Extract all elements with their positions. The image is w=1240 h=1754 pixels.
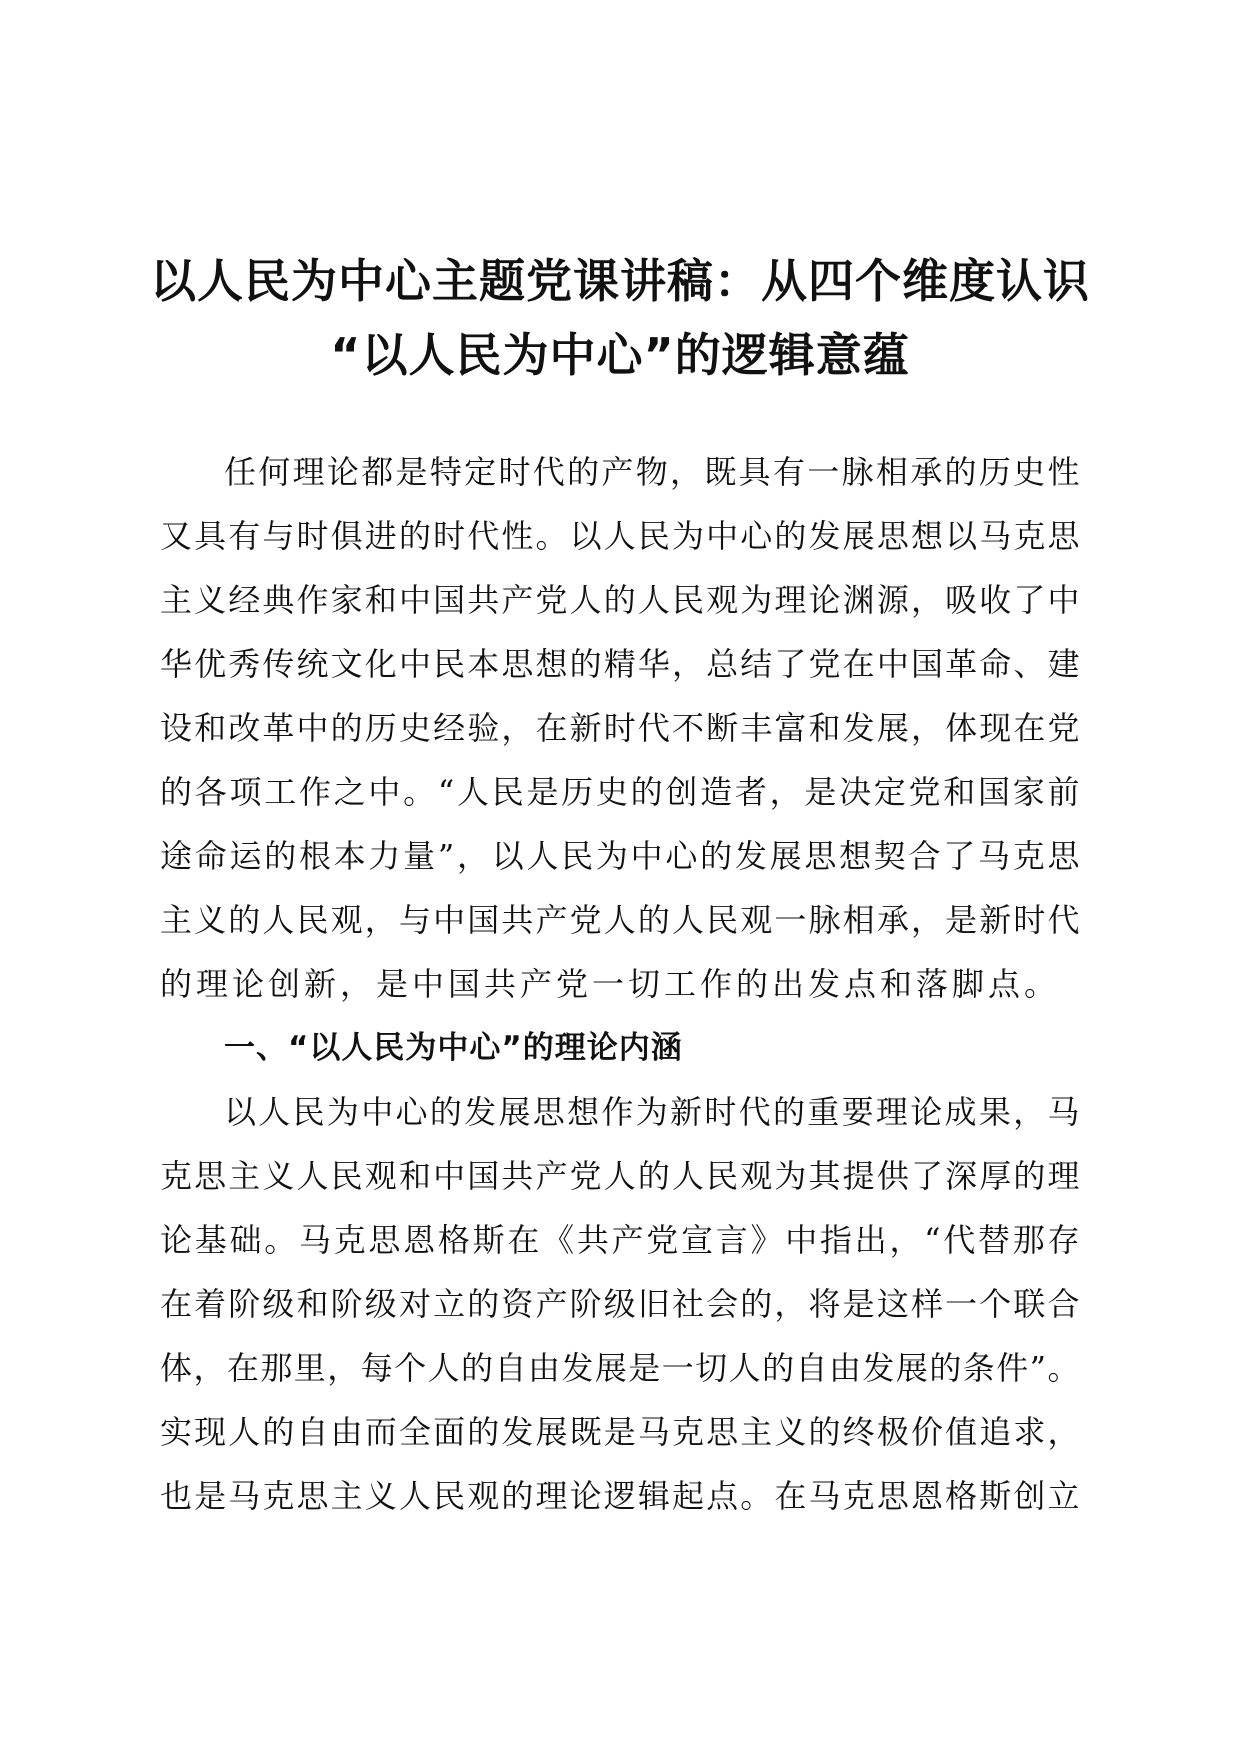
document-body <box>160 440 1080 1528</box>
paragraph-line: 华优秀传统文化中民本思想的精华，总结了党在中国革命、建 <box>160 645 1080 683</box>
paragraph-2 <box>160 1080 1080 1528</box>
paragraph-line: 论基础。马克思恩格斯在《共产党宣言》中指出，“代替那存 <box>160 1221 1080 1259</box>
paragraph-line: 以人民为中心的发展思想作为新时代的重要理论成果，马 <box>224 1093 1080 1131</box>
paragraph-line: 主义经典作家和中国共产党人的人民观为理论渊源，吸收了中 <box>160 581 1080 619</box>
document-title <box>100 244 1140 392</box>
paragraph-line: 克思主义人民观和中国共产党人的人民观为其提供了深厚的理 <box>160 1157 1080 1195</box>
paragraph-line: 体，在那里，每个人的自由发展是一切人的自由发展的条件”。 <box>160 1349 1080 1387</box>
paragraph-line: 又具有与时俱进的时代性。以人民为中心的发展思想以马克思 <box>160 517 1080 555</box>
title-line-2: “以人民为中心”的逻辑意蕴 <box>330 328 910 382</box>
paragraph-line: 任何理论都是特定时代的产物，既具有一脉相承的历史性 <box>224 453 1080 491</box>
paragraph-line: 设和改革中的历史经验，在新时代不断丰富和发展，体现在党 <box>160 709 1080 747</box>
paragraph-line: 途命运的根本力量”，以人民为中心的发展思想契合了马克思 <box>160 837 1080 875</box>
paragraph-1 <box>160 440 1080 1016</box>
paragraph-line: 的理论创新，是中国共产党一切工作的出发点和落脚点。 <box>160 965 1061 1003</box>
paragraph-line: 也是马克思主义人民观的理论逻辑起点。在马克思恩格斯创立 <box>160 1477 1080 1515</box>
paragraph-line: 的各项工作之中。“人民是历史的创造者，是决定党和国家前 <box>160 773 1080 811</box>
title-line-1: 以人民为中心主题党课讲稿：从四个维度认识 <box>150 254 1090 308</box>
paragraph-line: 实现人的自由而全面的发展既是马克思主义的终极价值追求， <box>160 1413 1080 1451</box>
section-heading-1: 一、“以人民为中心”的理论内涵 <box>224 1030 683 1066</box>
paragraph-line: 主义的人民观，与中国共产党人的人民观一脉相承，是新时代 <box>160 901 1080 939</box>
paragraph-line: 在着阶级和阶级对立的资产阶级旧社会的，将是这样一个联合 <box>160 1285 1080 1323</box>
